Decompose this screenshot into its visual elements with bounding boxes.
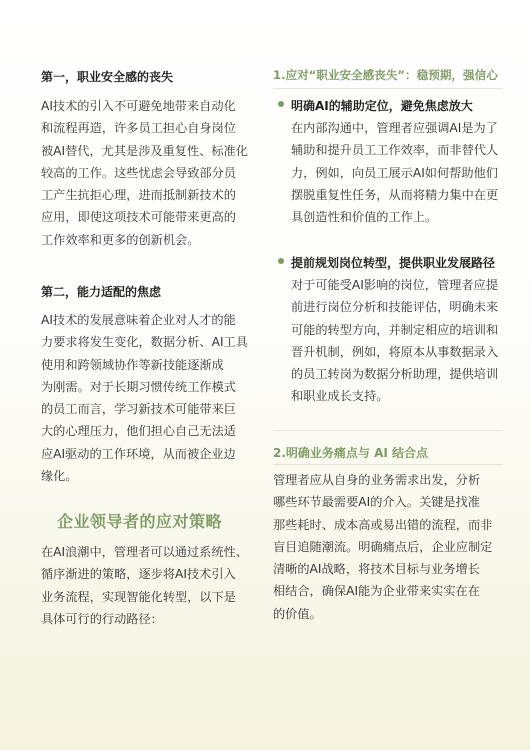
text-line: 在AI浪潮中，管理者可以通过系统性、 xyxy=(41,545,248,559)
text-line: 工产生抗拒心理，进而抵制新技术的 xyxy=(41,188,236,203)
text-line: 的员工而言，学习新技术可能带来巨 xyxy=(41,402,236,417)
bullet-role-transition xyxy=(273,254,527,408)
text-line: AI技术的引入不可避免地带来自动化 xyxy=(41,99,236,113)
text-line: 循序渐进的策略，逐步将AI技术引入 xyxy=(41,567,236,582)
heading-skill-anxiety: 第二，能力适配的焦虑 xyxy=(41,285,162,299)
text-line: 较高的工作。这些忧虑会导致部分员 xyxy=(41,165,236,180)
text-line: 那些耗时、成本高或易出错的流程，而非 xyxy=(273,517,493,532)
text-line: 业务流程，实现智能化转型，以下是 xyxy=(41,589,236,604)
paragraph-skill-anxiety xyxy=(41,309,256,487)
text-line: 辅助和提升员工工作效率，而非替代人 xyxy=(291,143,499,158)
text-line: 力要求将发生变化，数据分析、AI工具 xyxy=(41,335,248,350)
text-line: 具创造性和价值的工作上。 xyxy=(291,210,438,225)
text-line: 使用和跨领域协作等新技能逐渐成 xyxy=(41,357,224,372)
text-line: 相结合，确保AI能为企业带来实实在在 xyxy=(273,584,480,599)
divider xyxy=(273,88,503,89)
text-line: 对于可能受AI影响的岗位，管理者应提 xyxy=(291,278,498,292)
text-line: AI技术的发展意味着企业对人才的能 xyxy=(41,313,236,327)
text-line: 缘化。 xyxy=(41,469,78,484)
text-line: 清晰的AI战略，将技术目标与业务增长 xyxy=(273,562,480,577)
text-line: 和流程再造，许多员工担心自身岗位 xyxy=(41,121,236,136)
paragraph-strategy-intro xyxy=(41,541,256,630)
text-line: 具体可行的行动路径： xyxy=(41,611,163,626)
text-line: 前进行岗位分析和技能评估，明确未来 xyxy=(291,300,499,315)
heading-business-pain-points: 2.明确业务痛点与 AI 结合点 xyxy=(273,446,429,460)
text-line: 管理者应从自身的业务需求出发，分析 xyxy=(273,473,481,487)
section-title-leader-strategy: 企业领导者的应对策略 xyxy=(57,512,223,531)
text-line: 和职业成长支持。 xyxy=(291,389,389,404)
bullet-dot-icon xyxy=(278,101,284,107)
text-line: 的员工转岗为数据分析助理，提供培训 xyxy=(291,367,499,382)
text-line: 盲目追随潮流。明确痛点后，企业应制定 xyxy=(273,539,493,554)
heading-stabilize-expectations: 1.应对“职业安全感丧失”：稳预期，强信心 xyxy=(273,68,498,82)
text-line: 在内部沟通中，管理者应强调AI是为了 xyxy=(291,121,498,135)
text-line: 可能的转型方向，并制定相应的培训和 xyxy=(291,322,499,337)
text-line: 的价值。 xyxy=(273,606,322,621)
text-line: 大的心理压力，他们担心自己无法适 xyxy=(41,424,236,439)
text-line: 应AI驱动的工作环境，从而被企业边 xyxy=(41,446,236,461)
text-line: 为刚需。对于长期习惯传统工作模式 xyxy=(41,379,236,394)
bullet-heading: 提前规划岗位转型，提供职业发展路径 xyxy=(291,256,496,270)
divider xyxy=(273,430,503,431)
text-line: 晋升机制，例如，将原本从事数据录入 xyxy=(291,344,499,359)
text-line: 哪些环节最需要AI的介入。关键是找准 xyxy=(273,495,480,510)
text-line: 被AI替代，尤其是涉及重复性、标准化 xyxy=(41,143,248,158)
bullet-ai-assistive-role xyxy=(273,97,527,228)
heading-job-security-loss: 第一，职业安全感的丧失 xyxy=(41,70,174,84)
bullet-dot-icon xyxy=(278,258,284,264)
bullet-heading: 明确AI的辅助定位，避免焦虑放大 xyxy=(291,99,473,113)
text-line: 摆脱重复性任务，从而将精力集中在更 xyxy=(291,187,499,202)
paragraph-job-security xyxy=(41,95,256,251)
text-line: 应用，即使这项技术可能带来更高的 xyxy=(41,210,236,225)
paragraph-pain-points xyxy=(273,469,509,625)
text-line: 工作效率和更多的创新机会。 xyxy=(41,232,200,247)
text-line: 力，例如，向员工展示AI如何帮助他们 xyxy=(291,165,498,180)
divider xyxy=(273,464,503,465)
